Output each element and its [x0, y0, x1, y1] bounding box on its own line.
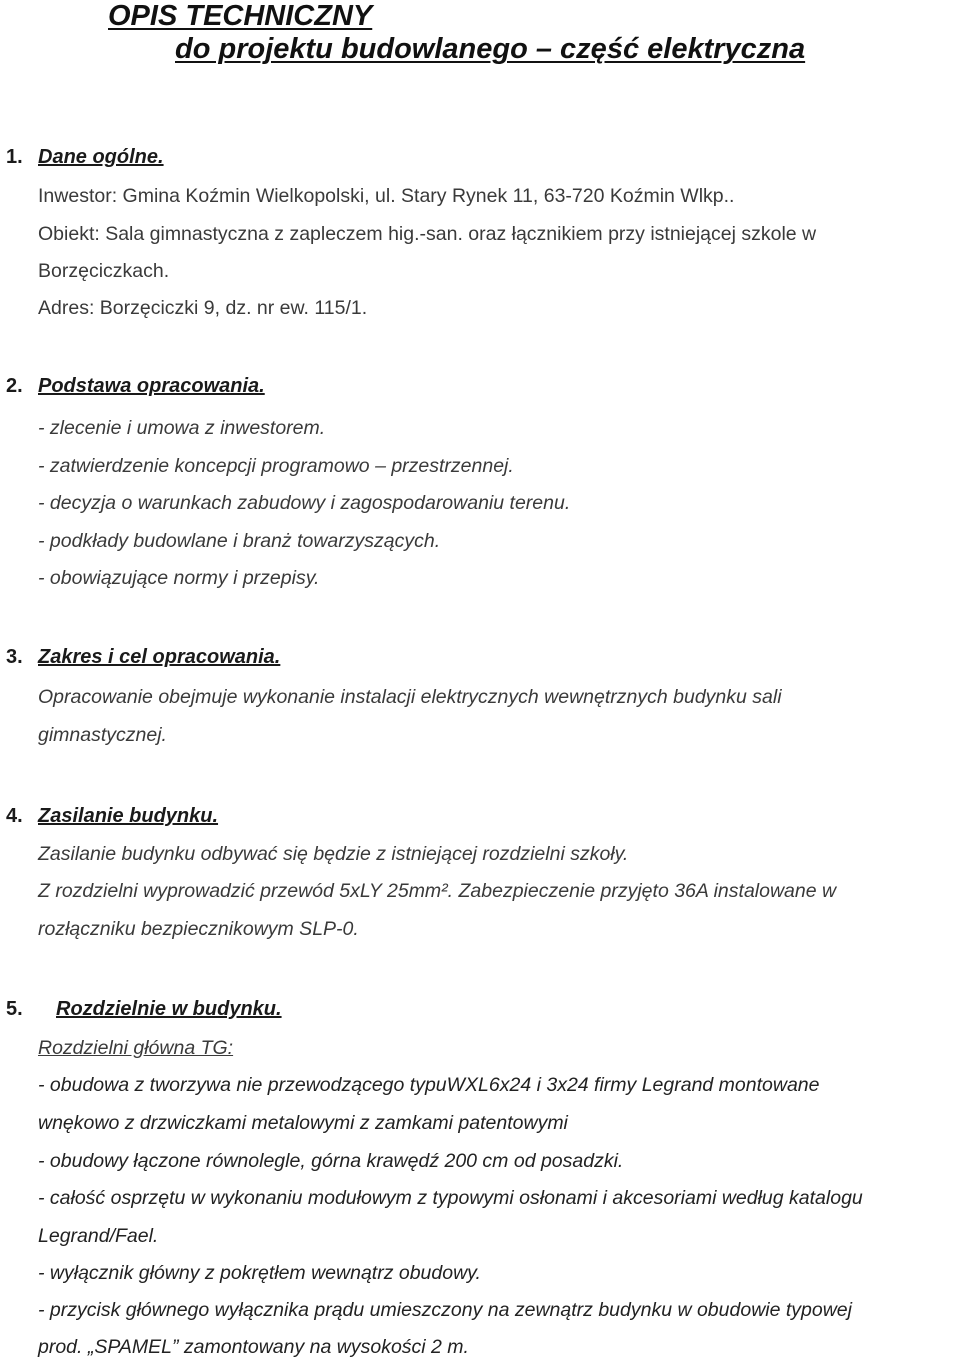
list-item: - całość osprzętu w wykonaniu modułowym z typowymi osłonami i akcesoriami według katalogu [38, 1187, 863, 1209]
list-item: - zlecenie i umowa z inwestorem. [38, 417, 326, 439]
section-title: Dane ogólne. [38, 146, 164, 168]
paragraph-line: gimnastycznej. [38, 724, 167, 746]
section-number: 4. [6, 805, 23, 827]
section-number: 2. [6, 375, 23, 397]
list-item: prod. „SPAMEL” zamontowany na wysokości 2 m. [38, 1336, 469, 1358]
paragraph-line: Inwestor: Gmina Koźmin Wielkopolski, ul. Stary Rynek 11, 63-720 Koźmin Wlkp.. [38, 185, 735, 207]
section-1-heading [6, 145, 164, 169]
paragraph-line: Adres: Borzęciczki 9, dz. nr ew. 115/1. [38, 297, 368, 319]
list-item: - wyłącznik główny z pokrętłem wewnątrz obudowy. [38, 1262, 481, 1284]
section-title: Zasilanie budynku. [38, 805, 219, 827]
paragraph-line: Obiekt: Sala gimnastyczna z zapleczem hig.-san. oraz łącznikiem przy istniejącej szkole w [38, 223, 817, 245]
list-item: Legrand/Fael. [38, 1225, 159, 1247]
paragraph-line: Borzęciczkach. [38, 260, 170, 282]
section-4-heading [6, 804, 218, 828]
section-title: Zakres i cel opracowania. [38, 646, 281, 668]
list-item: - podkłady budowlane i branż towarzyszących. [38, 530, 441, 552]
paragraph-line: Zasilanie budynku odbywać się będzie z istniejącej rozdzielni szkoły. [38, 843, 629, 865]
section-number: 3. [6, 646, 23, 668]
list-item: - przycisk głównego wyłącznika prądu umieszczony na zewnątrz budynku w obudowie typowej [38, 1299, 852, 1321]
section-number: 1. [6, 146, 23, 168]
list-item: - decyzja o warunkach zabudowy i zagospodarowaniu terenu. [38, 492, 571, 514]
paragraph-line: rozłączniku bezpiecznikowym SLP-0. [38, 918, 359, 940]
document-title: OPIS TECHNICZNY [108, 0, 373, 32]
section-2-heading [6, 374, 265, 398]
paragraph-line: Opracowanie obejmuje wykonanie instalacji elektrycznych wewnętrznych budynku sali [38, 686, 782, 708]
section-number: 5. [6, 998, 23, 1020]
section-title: Podstawa opracowania. [38, 375, 265, 397]
list-item: - obowiązujące normy i przepisy. [38, 567, 320, 589]
subsection-title: Rozdzielni główna TG: [38, 1037, 234, 1059]
section-3-heading [6, 645, 280, 669]
list-item: - obudowa z tworzywa nie przewodzącego typuWXL6x24 i 3x24 firmy Legrand montowane [38, 1074, 820, 1096]
list-item: - obudowy łączone równolegle, górna krawędź 200 cm od posadzki. [38, 1150, 624, 1172]
section-title: Rozdzielnie w budynku. [56, 998, 282, 1020]
section-5-heading [6, 997, 282, 1021]
document-subtitle: do projektu budowlanego – część elektryczna [175, 33, 806, 65]
paragraph-line: Z rozdzielni wyprowadzić przewód 5xLY 25mm². Zabezpieczenie przyjęto 36A instalowane w [38, 880, 837, 902]
list-item: - zatwierdzenie koncepcji programowo – przestrzennej. [38, 455, 514, 477]
list-item: wnękowo z drzwiczkami metalowymi z zamkami patentowymi [38, 1112, 568, 1134]
